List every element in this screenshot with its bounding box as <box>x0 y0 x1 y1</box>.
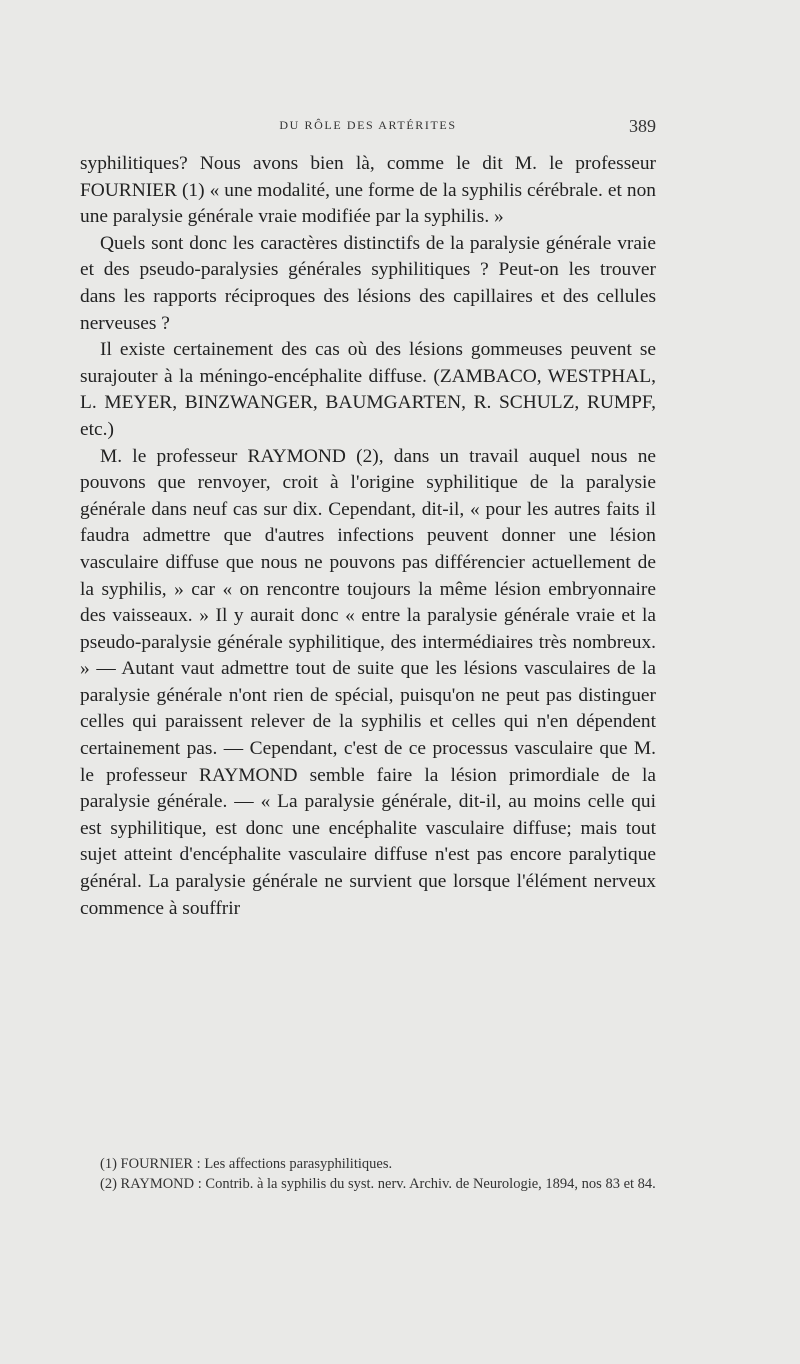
page-number: 389 <box>629 116 656 136</box>
footnote: (1) FOURNIER : Les affections parasyphilitiques. <box>100 1156 393 1172</box>
paragraph: syphilitiques? Nous avons bien là, comme le dit M. le professeur FOURNIER (1) « une modalité, une forme de la syphilis cérébrale. et non une paralysie générale vraie modifiée par la syphilis. » <box>80 153 656 228</box>
footnote: (2) RAYMOND : Contrib. à la syphilis du syst. nerv. Archiv. de Neurologie, 1894, nos 83 et 84. <box>100 1176 656 1192</box>
running-title: DU RÔLE DES ARTÉRITES <box>279 118 457 132</box>
paragraph: Quels sont donc les caractères distinctifs de la paralysie générale vraie et des pseudo-paralysies générales syphilitiques ? Peut-on les trouver dans les rapports réciproques des lésions des capillaires et des cellules nerveuses ? <box>80 232 656 334</box>
paragraph: M. le professeur RAYMOND (2), dans un travail auquel nous ne pouvons que renvoyer, croit à l'origine syphilitique de la paralysie générale dans neuf cas sur dix. Cependant, dit-il, « pour les autres faits il faudra admettre que d'autres infections peuvent donner une lésion vasculaire diffuse que nous ne pouvons pas différencier actuellement de la syphilis, » car « on rencontre toujours la même lésion embryonnaire des vaisseaux. » Il y aurait donc « entre la paralysie générale vraie et la pseudo-paralysie générale syphilitique, des intermédiaires très nombreux. » — Autant vaut admettre tout de suite que les lésions vasculaires de la paralysie générale n'ont rien de spécial, puisqu'on ne peut pas distinguer celles qui paraissent relever de la syphilis et celles qui n'en dépendent certainement pas. — Cependant, c'est de ce processus vasculaire que M. le professeur RAYMOND semble faire la lésion primordiale de la paralysie générale. — « La paralysie générale, dit-il, au moins celle qui est syphilitique, est donc une encéphalite vasculaire diffuse; mais tout sujet atteint d'encéphalite vasculaire diffuse n'est pas encore paralytique général. La paralysie générale ne survient que lorsque l'élément nerveux commence à souffrir <box>80 445 656 919</box>
page-header <box>80 116 656 136</box>
paragraph: Il existe certainement des cas où des lésions gommeuses peuvent se surajouter à la méningo-encéphalite diffuse. (ZAMBACO, WESTPHAL, L. MEYER, BINZWANGER, BAUMGARTEN, R. SCHULZ, RUMPF, etc.) <box>80 339 656 440</box>
body-text <box>80 151 656 922</box>
footnotes <box>80 1154 656 1194</box>
